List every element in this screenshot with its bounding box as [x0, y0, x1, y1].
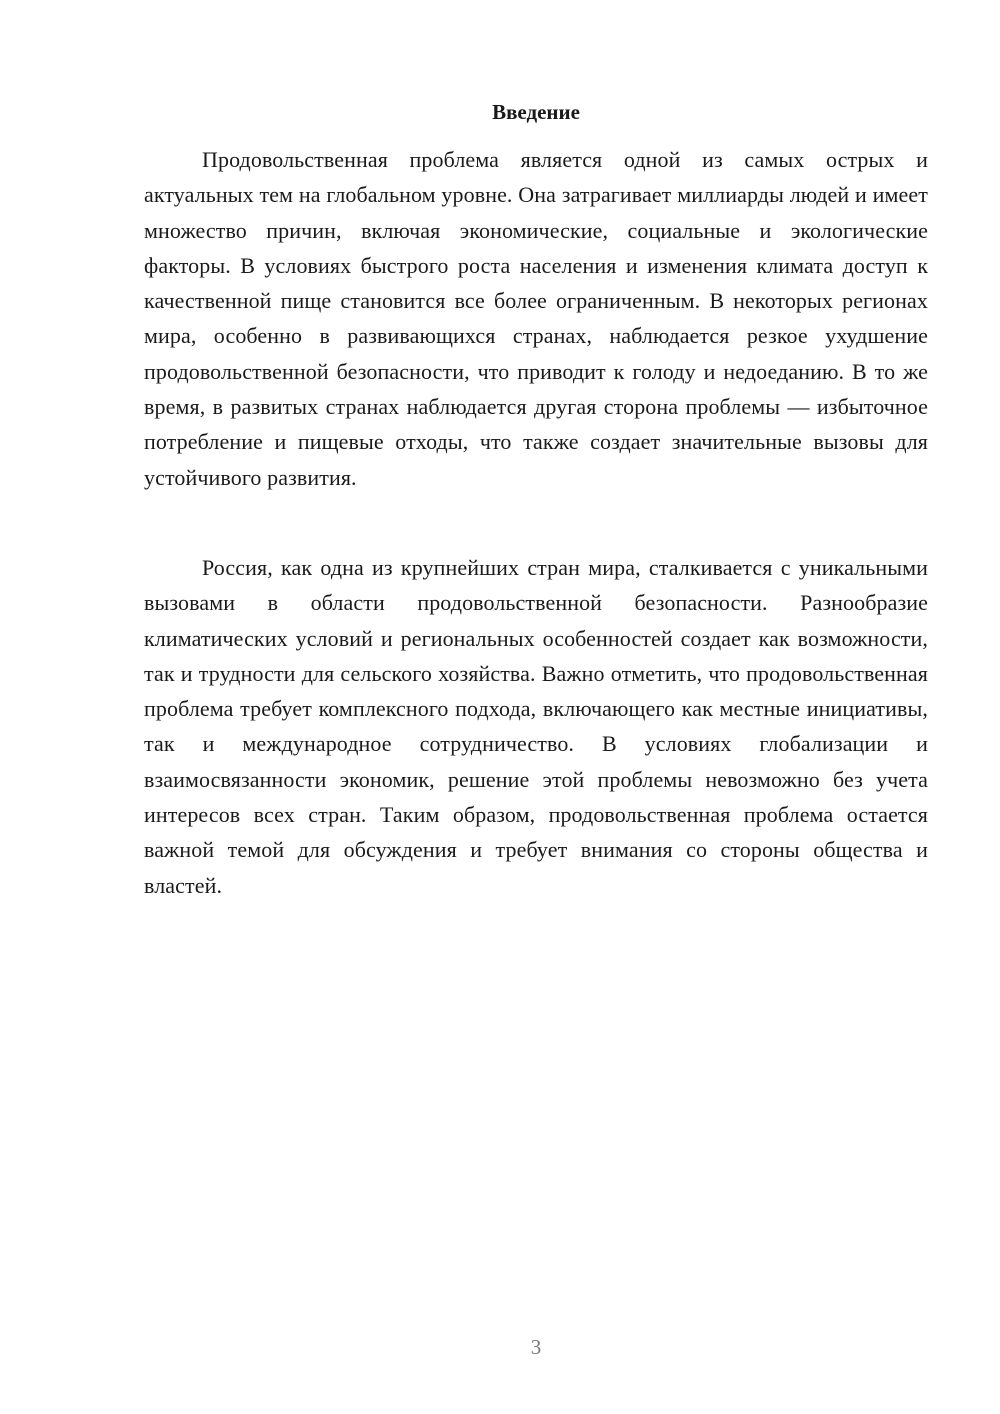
section-heading: Введение [492, 100, 580, 124]
paragraph-2: Россия, как одна из крупнейших стран мира, сталкивается с уникальными вызовами в области продовольственной безопасности. Разнообразие климатических условий и региональных особенностей создает как возможности, так и трудности для сельского хозяйства. Важно отметить, что продовольственная проблема требует комплексного подхода, включающего как местные инициативы, так и международное сотрудничество. В условиях глобализации и взаимосвязанности экономик, решение этой проблемы невозможно без учета интересов всех стран. Таким образом, продовольственная проблема остается важной темой для обсуждения и требует внимания со стороны общества и властей. [144, 555, 928, 898]
paragraph-1: Продовольственная проблема является одной из самых острых и актуальных тем на глобальном уровне. Она затрагивает миллиарды людей и имеет множество причин, включая экономические, социальные и экологические факторы. В условиях быстрого роста населения и изменения климата доступ к качественной пище становится все более ограниченным. В некоторых регионах мира, особенно в развивающихся странах, наблюдается резкое ухудшение продовольственной безопасности, что приводит к голоду и недоеданию. В то же время, в развитых странах наблюдается другая сторона проблемы — избыточное потребление и пищевые отходы, что также создает значительные вызовы для устойчивого развития. [144, 147, 928, 490]
page-number: 3 [530, 1335, 542, 1359]
